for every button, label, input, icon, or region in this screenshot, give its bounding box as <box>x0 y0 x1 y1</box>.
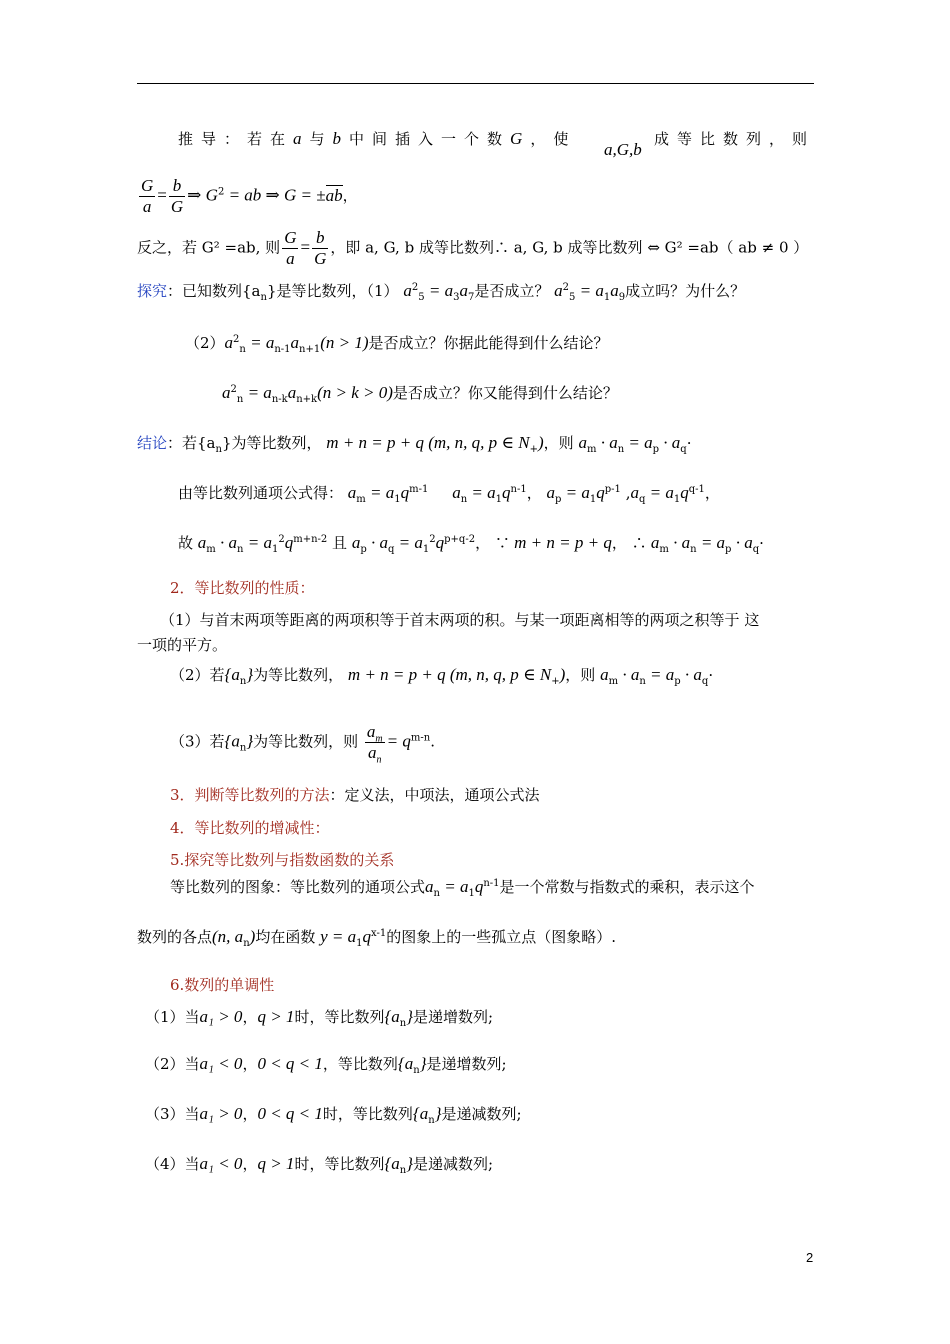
section-2-p2: （2）若$\{a_n\}$为等比数列， m + n = p + q (m, n, q, p ∈ $N_+$)，则 $a_m \cdot a_n = a_p \cdot a_q\cdot$ <box>170 665 714 687</box>
section-2-p3: （3）若$\{a_n\}$为等比数列，则 $\frac{a_m}{a_n}$ = $q^{m-n}$. <box>170 722 435 766</box>
explore-line-1: 探究：已知数列$\{a_n\}$是等比数列，（1） $a^2_5 = a_3a_7$是否成立？ $a^2_5 = a_1a_9$成立吗？为什么？ <box>137 281 746 303</box>
conclusion-line-1: 结论：若$\{a_n\}$为等比数列， m + n = p + q (m, n, q, p ∈ $N_+$)，则 $a_m \cdot a_n = a_p \cdot a_q\cdot$ <box>137 433 692 455</box>
conclusion-line-3: 故 $a_m \cdot a_n = a_1^2q^{m+n-2}$ 且 $a_p \cdot a_q = a_1^2q^{p+q-2}$， ∵ m + n = p + q， ∴ $a_m \cdot a_n = a_p \cdot a_q\cdot$ <box>178 533 764 555</box>
section-4-title: 4．等比数列的增减性： <box>170 819 330 837</box>
mono-row-2: （2）当a₁ < 0，0 < q < 1，等比数列$\{a_n\}$是递增数列; <box>145 1054 507 1076</box>
derivation-line-1-tail: 成等比数列，则 <box>654 130 816 148</box>
section-5-p1: 等比数列的图象：等比数列的通项公式$a_n = a_1q^{n-1}$是一个常数与指数式的乘积，表示这个 <box>170 877 755 899</box>
section-2-p1b: 一项的平方。 <box>137 636 228 654</box>
seq-aGb: a,G,b <box>604 140 642 159</box>
mono-row-1: （1）当a₁ > 0，q > 1时，等比数列$\{a_n\}$是递增数列; <box>145 1007 494 1029</box>
page-number: 2 <box>806 1250 814 1265</box>
section-5-p2: 数列的各点(n, $a_n$)均在函数 $y = a_1q^{x-1}$的图象上的一些孤立点（图象略）. <box>137 927 617 949</box>
mono-row-4: （4）当a₁ < 0，q > 1时，等比数列$\{a_n\}$是递减数列; <box>145 1154 494 1176</box>
section-2-title: 2．等比数列的性质： <box>170 579 315 597</box>
mono-row-3: （3）当a₁ > 0，0 < q < 1时，等比数列$\{a_n\}$是递减数列; <box>145 1104 522 1126</box>
section-2-p1: （1）与首末两项等距离的两项积等于首末两项的积。与某一项距离相等的两项之积等于 这 <box>160 611 760 629</box>
derivation-line-3: 反之，若 G² =ab, 则 $\frac{G}{a}$ = $\frac{b}{G}$ ，即 a, G, b 成等比数列∴ a, G, b 成等比数列 ⇔ G² =ab（ ab ≠ 0 ） <box>137 228 809 268</box>
conclusion-line-2: 由等比数列通项公式得： $a_m = a_1q^{m-1}$ $a_n = a_1q^{n-1}$， $a_p = a_1q^{p-1}$ $,a_q = a_1q^{q-1}$， <box>178 483 720 505</box>
section-3: 3．判断等比数列的方法：定义法，中项法，通项公式法 <box>170 786 540 804</box>
section-6-title: 6.数列的单调性 <box>170 976 275 994</box>
explore-line-3: $a^2_n = a_{n-k}a_{n+k}(n > k > 0)$是否成立？你又能得到什么结论？ <box>222 383 618 405</box>
section-5-title: 5.探究等比数列与指数函数的关系 <box>170 851 395 869</box>
derivation-line-2: $\frac{G}{a}$ = $\frac{b}{G}$ ⇒ $G^2$ = ab ⇒ G = ±ab， <box>141 176 358 216</box>
derivation-line-1: 推导：若在a与b中间插入一个数G，使 <box>178 129 577 148</box>
explore-line-2: $(2)a^2_n = a_{n-1}a_{n+1}(n > 1)$是否成立？你据此能得到什么结论？ <box>185 333 609 355</box>
header-rule <box>137 83 814 84</box>
